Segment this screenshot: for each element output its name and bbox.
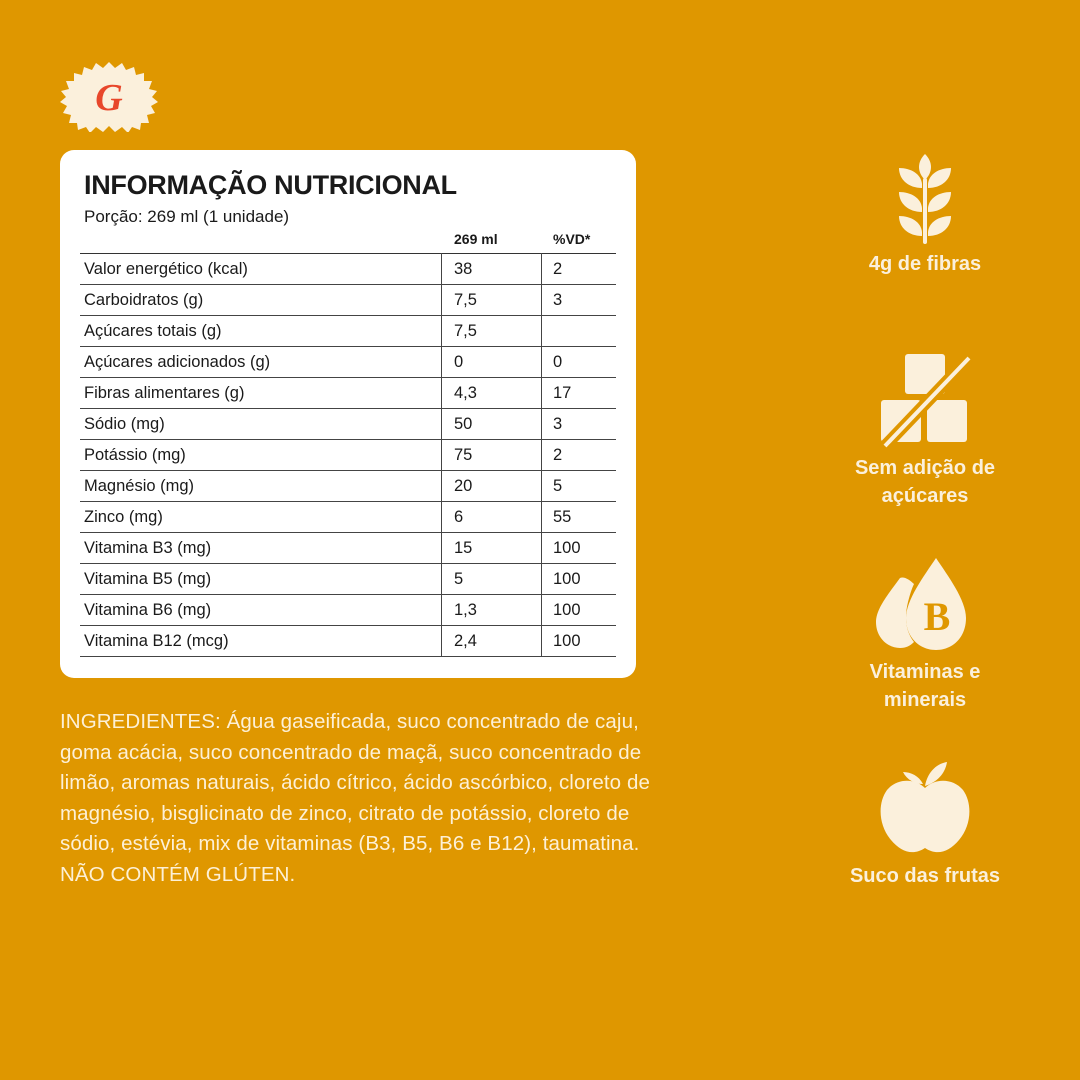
nutrient-name: Zinco (mg) [84, 508, 163, 526]
nutrient-name: Carboidratos (g) [84, 291, 204, 309]
feature-vitaminas-label [820, 658, 1030, 714]
feature-sem-acucar-line2: açúcares [881, 485, 969, 507]
nutrient-daily-value: 3 [553, 291, 563, 309]
table-row [80, 254, 616, 285]
column-divider [441, 253, 442, 657]
nutrient-daily-value: 100 [553, 632, 581, 650]
apple-icon [875, 760, 975, 856]
nutrient-quantity: 4,3 [454, 384, 477, 402]
nutrient-quantity: 0 [454, 353, 464, 371]
nutrient-quantity: 1,3 [454, 601, 477, 619]
table-row [80, 502, 616, 533]
feature-sem-acucar [820, 352, 1030, 510]
nutrient-name: Açúcares totais (g) [84, 322, 222, 340]
nutrient-quantity: 7,5 [454, 291, 477, 309]
nutrient-quantity: 2,4 [454, 632, 477, 650]
nutrient-quantity: 75 [454, 446, 473, 464]
nutrient-quantity: 15 [454, 539, 473, 557]
vitamin-b-drops-icon [870, 556, 980, 652]
nutrient-name: Potássio (mg) [84, 446, 186, 464]
feature-frutas-label: Suco das frutas [849, 865, 1001, 887]
feature-vitaminas-line2: minerais [883, 689, 967, 711]
logo-letter: G [95, 77, 123, 119]
no-sugar-cubes-icon [877, 352, 973, 448]
nutrient-name: Açúcares adicionados (g) [84, 353, 271, 371]
nutrient-name: Vitamina B12 (mcg) [84, 632, 229, 650]
nutrient-name: Magnésio (mg) [84, 477, 195, 495]
nutrient-quantity: 5 [454, 570, 464, 588]
table-row [80, 595, 616, 626]
feature-vitaminas-line1: Vitaminas e [869, 661, 981, 683]
nutrient-quantity: 38 [454, 260, 473, 278]
nutrition-card [60, 150, 636, 678]
nutrient-daily-value: 100 [553, 570, 581, 588]
feature-sem-acucar-label [820, 454, 1030, 510]
nutrient-daily-value: 100 [553, 601, 581, 619]
nutrient-daily-value: 5 [553, 477, 563, 495]
nutrition-title: INFORMAÇÃO NUTRICIONAL [84, 170, 457, 200]
feature-vitaminas [820, 556, 1030, 714]
column-divider [541, 253, 542, 657]
column-header-quantity: 269 ml [454, 231, 498, 247]
table-row [80, 409, 616, 440]
table-row [80, 471, 616, 502]
table-row [80, 316, 616, 347]
nutrient-daily-value: 3 [553, 415, 563, 433]
nutrient-name: Fibras alimentares (g) [84, 384, 245, 402]
nutrient-daily-value: 2 [553, 446, 563, 464]
feature-frutas [820, 760, 1030, 890]
table-row [80, 564, 616, 595]
ingredients-text [60, 707, 650, 890]
nutrient-name: Vitamina B6 (mg) [84, 601, 212, 619]
vitamin-letter: B [923, 594, 951, 639]
nutrient-quantity: 6 [454, 508, 464, 526]
nutrient-daily-value: 2 [553, 260, 563, 278]
table-row [80, 440, 616, 471]
nutrient-daily-value: 17 [553, 384, 572, 402]
nutrient-daily-value: 55 [553, 508, 572, 526]
nutrient-quantity: 50 [454, 415, 473, 433]
nutrient-name: Sódio (mg) [84, 415, 165, 433]
brand-logo [58, 60, 160, 132]
nutrient-quantity: 20 [454, 477, 473, 495]
feature-sem-acucar-line1: Sem adição de [854, 457, 996, 479]
nutrient-name: Valor energético (kcal) [84, 260, 248, 278]
table-row [80, 285, 616, 316]
ingredients-list: Água gaseificada, suco concentrado de caju, goma acácia, suco concentrado de maçã, suco concentrado de limão, aromas naturais, ácido cítrico, ácido ascórbico, cloreto de magnésio, bisglicinato de zinco, citrato de potássio, cloreto de sódio, estévia, mix de vitaminas (B3, B5, B6 e B12), taumatina. NÃO CONTÉM GLÚTEN. [60, 710, 650, 886]
nutrition-table [80, 253, 616, 657]
table-row [80, 626, 616, 657]
nutrient-daily-value: 0 [553, 353, 563, 371]
nutrient-name: Vitamina B3 (mg) [84, 539, 212, 557]
column-header-daily-value: %VD* [553, 231, 591, 247]
table-row [80, 347, 616, 378]
nutrition-portion: Porção: 269 ml (1 unidade) [84, 207, 290, 226]
feature-fibras [820, 152, 1030, 278]
nutrient-quantity: 7,5 [454, 322, 477, 340]
nutrient-daily-value: 100 [553, 539, 581, 557]
table-row [80, 378, 616, 409]
logo-badge-icon [58, 60, 160, 132]
wheat-icon [893, 152, 957, 244]
ingredients-label: INGREDIENTES: [60, 710, 221, 733]
nutrient-name: Vitamina B5 (mg) [84, 570, 212, 588]
table-row [80, 533, 616, 564]
feature-fibras-label: 4g de fibras [868, 253, 982, 275]
